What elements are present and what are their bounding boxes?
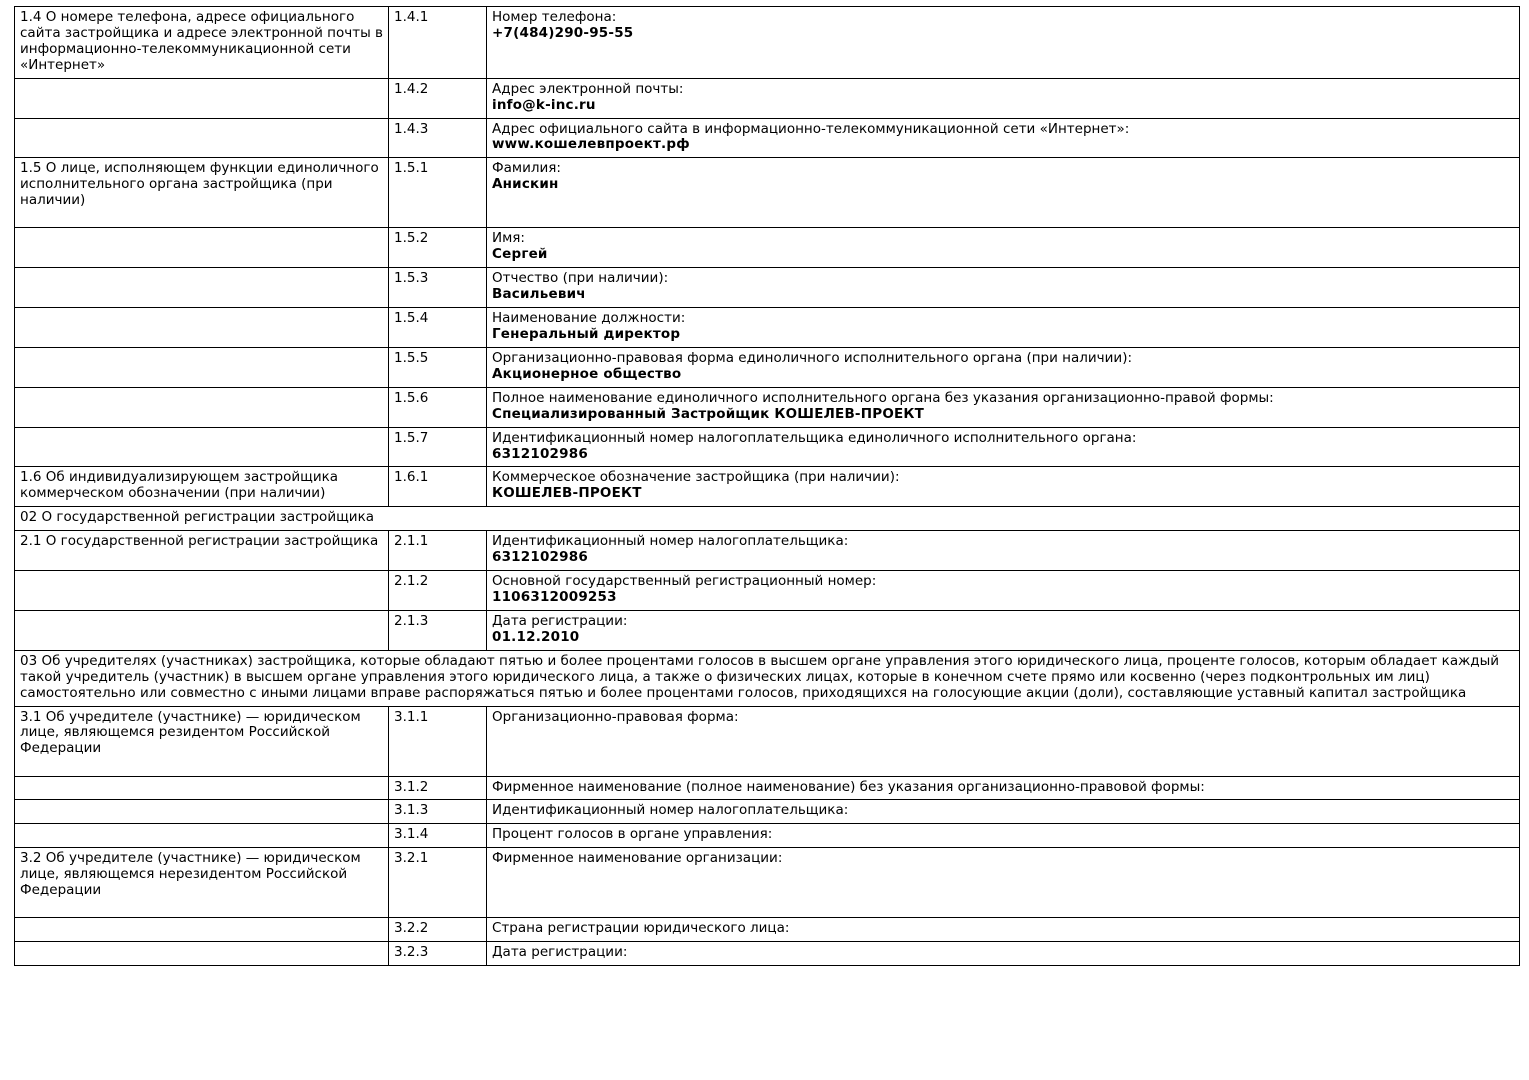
row-label — [15, 347, 389, 387]
row-code: 1.5.4 — [389, 308, 487, 348]
row-value-cell — [487, 467, 1520, 507]
row-label — [15, 78, 389, 118]
row-label: 3.1 Об учредителе (участнике) — юридическом лице, являющемся резидентом Российской Федерации — [15, 706, 389, 776]
row-value-title: Дата регистрации: — [492, 612, 628, 629]
row-label: 1.4 О номере телефона, адресе официального сайта застройщика и адресе электронной почты в информационно-телекоммуникационной сети «Интернет» — [15, 7, 389, 79]
row-label — [15, 228, 389, 268]
table-row — [15, 706, 1520, 776]
row-value-title: Страна регистрации юридического лица: — [492, 920, 790, 937]
row-code: 1.5.5 — [389, 347, 487, 387]
row-value-body: +7(484)290-95-55 — [492, 24, 634, 41]
table-row — [15, 158, 1520, 228]
row-code: 1.5.2 — [389, 228, 487, 268]
row-value-body: Специализированный Застройщик КОШЕЛЕВ-ПРОЕКТ — [492, 405, 925, 422]
table-row — [15, 824, 1520, 848]
row-value-cell — [487, 308, 1520, 348]
table-row — [15, 650, 1520, 706]
row-code: 3.2.3 — [389, 942, 487, 966]
row-value-cell — [487, 824, 1520, 848]
table-row — [15, 78, 1520, 118]
row-code: 1.5.6 — [389, 387, 487, 427]
row-value-title: Отчество (при наличии): — [492, 270, 669, 287]
row-value-title: Организационно-правовая форма: — [492, 708, 739, 725]
table-row — [15, 467, 1520, 507]
row-value-body: Сергей — [492, 246, 548, 263]
section-heading: 02 О государственной регистрации застройщика — [15, 507, 1520, 531]
row-label — [15, 268, 389, 308]
row-label — [15, 610, 389, 650]
row-value-title: Имя: — [492, 230, 525, 247]
table-body — [15, 7, 1520, 966]
row-label — [15, 571, 389, 611]
row-value-body: Васильевич — [492, 286, 586, 303]
row-value-title: Коммерческое обозначение застройщика (при наличии): — [492, 469, 900, 486]
table-row — [15, 571, 1520, 611]
row-value-cell — [487, 918, 1520, 942]
table-row — [15, 387, 1520, 427]
row-value-cell — [487, 706, 1520, 776]
row-value-cell — [487, 531, 1520, 571]
table-row — [15, 347, 1520, 387]
row-label — [15, 308, 389, 348]
row-label — [15, 118, 389, 158]
row-value-cell — [487, 268, 1520, 308]
row-label: 2.1 О государственной регистрации застройщика — [15, 531, 389, 571]
row-value-body: 01.12.2010 — [492, 628, 580, 645]
row-value-title: Адрес официального сайта в информационно-телекоммуникационной сети «Интернет»: — [492, 120, 1130, 137]
row-value-title: Наименование должности: — [492, 310, 686, 327]
row-value-title: Процент голосов в органе управления: — [492, 826, 773, 843]
table-row — [15, 942, 1520, 966]
table-row — [15, 308, 1520, 348]
row-value-body: КОШЕЛЕВ-ПРОЕКТ — [492, 485, 642, 502]
table-row — [15, 531, 1520, 571]
row-value-cell — [487, 610, 1520, 650]
table-row — [15, 918, 1520, 942]
row-value-body: 6312102986 — [492, 549, 588, 566]
row-code: 3.1.2 — [389, 776, 487, 800]
row-value-title: Организационно-правовая форма единоличного исполнительного органа (при наличии): — [492, 349, 1133, 366]
row-value-title: Фирменное наименование (полное наименование) без указания организационно-правовой формы: — [492, 778, 1205, 795]
row-value-cell — [487, 228, 1520, 268]
row-code: 1.4.3 — [389, 118, 487, 158]
table-row — [15, 800, 1520, 824]
table-row — [15, 776, 1520, 800]
table-row — [15, 7, 1520, 79]
row-code: 1.4.1 — [389, 7, 487, 79]
row-value-cell — [487, 848, 1520, 918]
row-code: 1.5.3 — [389, 268, 487, 308]
row-value-title: Фамилия: — [492, 160, 561, 177]
table-row — [15, 228, 1520, 268]
row-code: 3.1.3 — [389, 800, 487, 824]
row-value-cell — [487, 387, 1520, 427]
row-value-cell — [487, 942, 1520, 966]
row-label — [15, 800, 389, 824]
row-value-cell — [487, 78, 1520, 118]
row-code: 1.5.7 — [389, 427, 487, 467]
row-value-title: Номер телефона: — [492, 9, 617, 25]
row-value-body: www.кошелевпроект.рф — [492, 136, 690, 153]
table-row — [15, 848, 1520, 918]
row-value-cell — [487, 7, 1520, 79]
row-value-cell — [487, 776, 1520, 800]
row-label — [15, 387, 389, 427]
row-code: 2.1.1 — [389, 531, 487, 571]
table-row — [15, 427, 1520, 467]
row-value-cell — [487, 427, 1520, 467]
row-label — [15, 824, 389, 848]
row-value-title: Полное наименование единоличного исполнительного органа без указания организационно-правой формы: — [492, 389, 1274, 406]
row-value-body: Акционерное общество — [492, 365, 682, 382]
row-value-title: Дата регистрации: — [492, 944, 628, 961]
row-value-cell — [487, 158, 1520, 228]
row-code: 1.6.1 — [389, 467, 487, 507]
table-row — [15, 268, 1520, 308]
row-code: 1.5.1 — [389, 158, 487, 228]
row-label — [15, 918, 389, 942]
developer-disclosure-table — [14, 6, 1520, 966]
table-row — [15, 610, 1520, 650]
row-value-title: Идентификационный номер налогоплательщика единоличного исполнительного органа: — [492, 429, 1137, 446]
row-value-title: Адрес электронной почты: — [492, 80, 684, 97]
row-value-title: Идентификационный номер налогоплательщика: — [492, 533, 849, 550]
row-label: 1.6 Об индивидуализирующем застройщика коммерческом обозначении (при наличии) — [15, 467, 389, 507]
section-paragraph: 03 Об учредителях (участниках) застройщика, которые обладают пятью и более процентами голосов в высшем органе управления этого юридического лица, проценте голосов, которым обладает каждый такой учредитель (участник) в высшем органе управления этого юридического лица, а также о физических лицах, которые в конечном счете прямо или косвенно (через подконтрольных им лиц) самостоятельно или совместно с иными лицами вправе распоряжаться пятью и более процентами голосов, приходящихся на голосующие акции (доли), составляющие уставный капитал застройщика — [15, 650, 1520, 706]
row-code: 3.1.4 — [389, 824, 487, 848]
row-value-body: Генеральный директор — [492, 325, 681, 342]
row-value-body: 6312102986 — [492, 445, 588, 462]
row-value-cell — [487, 800, 1520, 824]
row-value-body: 1106312009253 — [492, 588, 617, 605]
row-value-cell — [487, 118, 1520, 158]
row-value-title: Идентификационный номер налогоплательщика: — [492, 802, 849, 819]
row-value-cell — [487, 571, 1520, 611]
table-row — [15, 507, 1520, 531]
row-code: 1.4.2 — [389, 78, 487, 118]
row-code: 3.1.1 — [389, 706, 487, 776]
row-value-title: Фирменное наименование организации: — [492, 850, 783, 867]
row-label: 3.2 Об учредителе (участнике) — юридическом лице, являющемся нерезидентом Российской Федерации — [15, 848, 389, 918]
row-label — [15, 427, 389, 467]
row-value-title: Основной государственный регистрационный номер: — [492, 573, 877, 590]
row-label — [15, 942, 389, 966]
row-label: 1.5 О лице, исполняющем функции единоличного исполнительного органа застройщика (при наличии) — [15, 158, 389, 228]
row-value-body: info@k-inc.ru — [492, 96, 596, 113]
row-code: 3.2.1 — [389, 848, 487, 918]
row-code: 2.1.3 — [389, 610, 487, 650]
table-row — [15, 118, 1520, 158]
row-label — [15, 776, 389, 800]
row-code: 2.1.2 — [389, 571, 487, 611]
row-value-cell — [487, 347, 1520, 387]
row-value-body: Анискин — [492, 176, 559, 193]
row-code: 3.2.2 — [389, 918, 487, 942]
